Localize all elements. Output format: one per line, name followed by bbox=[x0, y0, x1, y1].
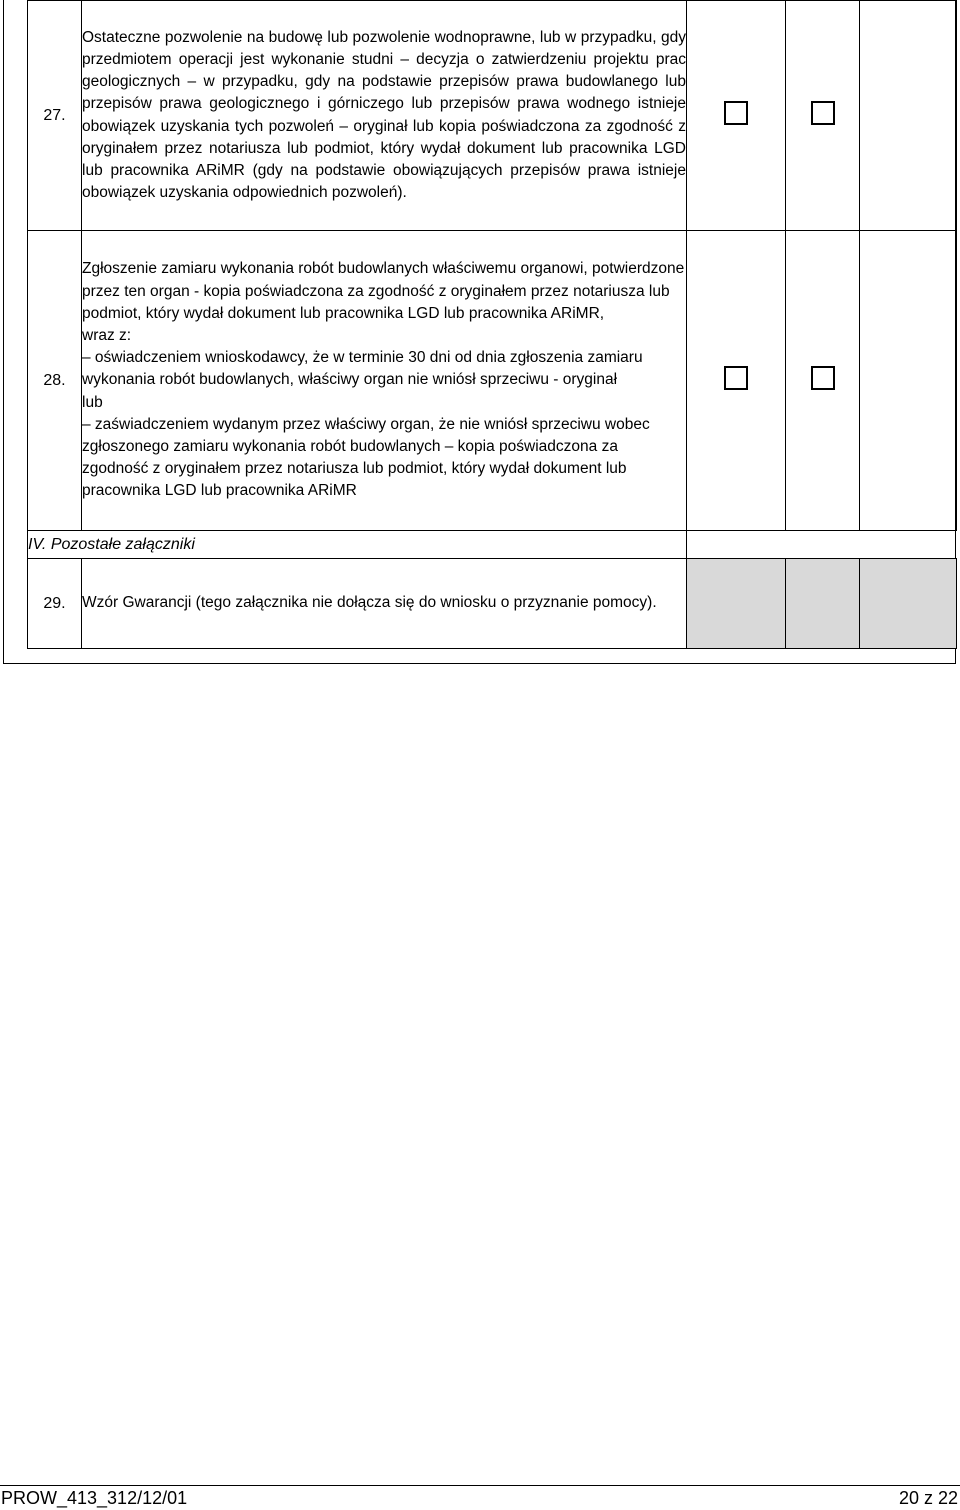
row-text: Wzór Gwarancji (tego załącznika nie dołącza się do wniosku o przyznanie pomocy). bbox=[82, 594, 657, 612]
row-text-line: wraz z: bbox=[82, 326, 132, 344]
grey-cell bbox=[687, 559, 786, 649]
row-text-line: – zaświadczeniem wydanym przez właściwy organ, że nie wniósł sprzeciwu wobec zgłoszonego zamiaru wykonania robót budowlanych – kopia poświadczona za zgodność z oryginałem przez notariusza lub podmiot, który wydał dokument lub pracownika LGD lub pracownika ARiMR bbox=[82, 415, 650, 500]
checkbox-27-yes[interactable] bbox=[724, 101, 748, 125]
section-row bbox=[28, 531, 957, 559]
row-number: 29. bbox=[28, 559, 82, 649]
grey-cell bbox=[786, 559, 860, 649]
table-row bbox=[28, 231, 957, 531]
checkbox-cell-yes bbox=[687, 1, 786, 231]
row-text-line: – oświadczeniem wnioskodawcy, że w terminie 30 dni od dnia zgłoszenia zamiaru wykonania robót budowlanych, właściwy organ nie wniósł sprzeciwu - oryginał bbox=[82, 349, 643, 389]
row-number: 27. bbox=[28, 1, 82, 231]
row-text: Ostateczne pozwolenie na budowę lub pozwolenie wodnoprawne, lub w przypadku, gdy przedmiotem operacji jest wykonanie studni – decyzja o zatwierdzeniu projektu prac geologicznych – w przypadku, gdy na podstawie przepisów prawa budowlanego lub przepisów prawa geologicznego i górniczego lub przepisów prawa wodnego istnieje obowiązek uzyskania tych pozwoleń – oryginał lub kopia poświadczona za zgodność z oryginałem przez notariusza lub podmiot, który wydał dokument lub pracownika LGD lub pracownika ARiMR (gdy na podstawie obowiązujących przepisów prawa istnieje obowiązek uzyskania odpowiednich pozwoleń). bbox=[82, 28, 686, 202]
row-description bbox=[82, 1, 687, 231]
checkbox-28-yes[interactable] bbox=[724, 366, 748, 390]
row-text-line: Zgłoszenie zamiaru wykonania robót budowlanych właściwemu organowi, potwierdzone przez ten organ - kopia poświadczona za zgodność z oryginałem przez notariusza lub podmiot, który wydał dokument lub pracownika LGD lub pracownika ARiMR, bbox=[82, 260, 685, 322]
checkbox-cell-yes bbox=[687, 231, 786, 531]
document-code: PROW_413_312/12/01 bbox=[1, 1488, 188, 1508]
checkbox-27-no[interactable] bbox=[811, 101, 835, 125]
checkbox-cell-no bbox=[786, 1, 860, 231]
table-row bbox=[28, 559, 957, 649]
empty-cell bbox=[860, 1, 957, 231]
section-blank bbox=[687, 531, 957, 559]
row-text-line: lub bbox=[82, 393, 103, 411]
row-description bbox=[82, 559, 687, 649]
table-row bbox=[28, 1, 957, 231]
page-footer bbox=[0, 1486, 960, 1510]
attachments-table bbox=[27, 0, 957, 649]
checkbox-cell-no bbox=[786, 231, 860, 531]
page-number: 20 z 22 bbox=[898, 1488, 958, 1508]
empty-cell bbox=[860, 231, 957, 531]
grey-cell bbox=[860, 559, 957, 649]
row-description bbox=[82, 231, 687, 531]
section-title: IV. Pozostałe załączniki bbox=[28, 531, 687, 559]
checkbox-28-no[interactable] bbox=[811, 366, 835, 390]
row-number: 28. bbox=[28, 231, 82, 531]
